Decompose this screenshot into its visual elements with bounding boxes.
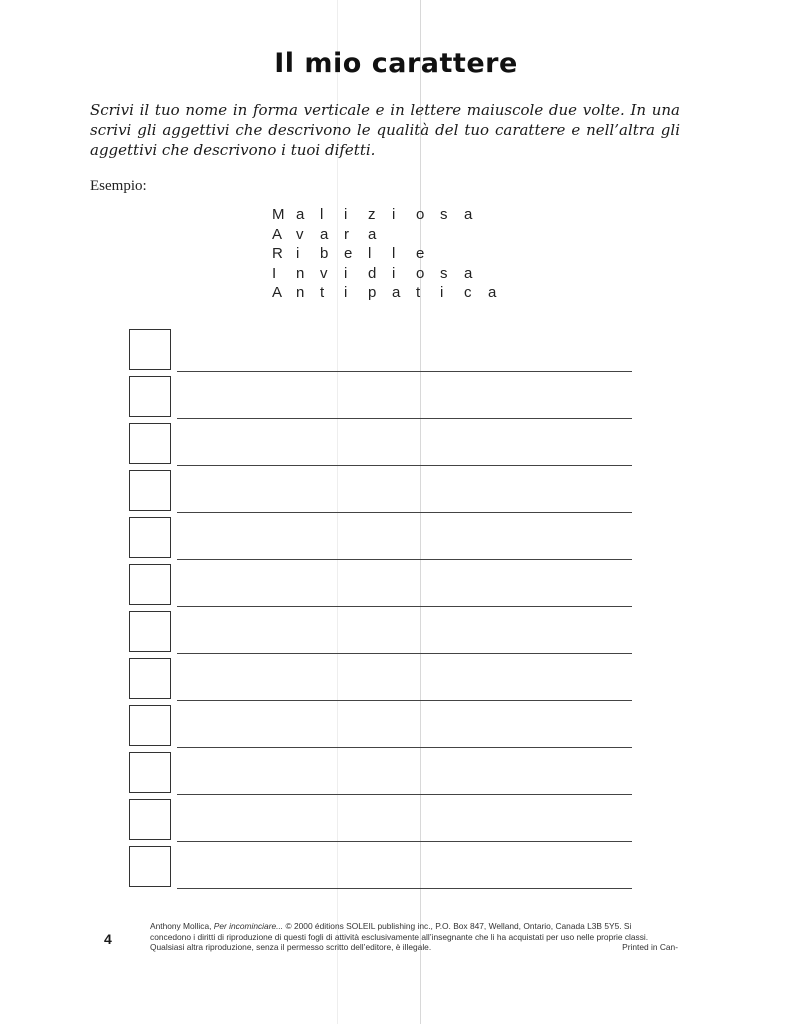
acrostic-letter: a: [296, 206, 305, 223]
acrostic-letter: s: [440, 264, 448, 282]
acrostic-word: [272, 284, 512, 304]
footer-author: Anthony Mollica,: [150, 921, 212, 931]
footer-legal: Qualsiasi altra riproduzione, senza il permesso scritto dell’editore, è illegale.: [150, 942, 432, 952]
writing-line[interactable]: [177, 794, 632, 795]
footer-copyright: © 2000 éditions SOLEIL publishing inc., P.O. Box 847, Welland, Ontario, Canada L3B 5Y5. Si: [285, 921, 632, 931]
footer-book-title: Per incominciare...: [213, 921, 284, 931]
letter-box[interactable]: [129, 658, 171, 699]
entry-row: [129, 470, 634, 517]
entry-row: [129, 846, 634, 893]
acrostic-letter: i: [344, 264, 348, 282]
acrostic-letter: s: [440, 206, 448, 223]
letter-box[interactable]: [129, 611, 171, 652]
acrostic-letter: t: [416, 284, 421, 301]
instructions-text: Scrivi il tuo nome in forma verticale e in lettere maiuscole due volte. In una scrivi gli aggettivi che descrivono le qualità del tuo carattere e nell’altra gli aggettivi che descrivono i tuoi difetti.: [90, 101, 680, 159]
acrostic-letter: o: [416, 206, 425, 223]
letter-box[interactable]: [129, 564, 171, 605]
acrostic-initial-letter: A: [272, 284, 283, 301]
letter-box[interactable]: [129, 799, 171, 840]
entry-row: [129, 376, 634, 423]
acrostic-letter: e: [416, 245, 425, 262]
writing-line[interactable]: [177, 465, 632, 466]
footer-printed: Printed in Can-: [622, 942, 678, 952]
letter-box[interactable]: [129, 376, 171, 417]
entry-row: [129, 799, 634, 846]
acrostic-letter: d: [368, 264, 377, 282]
entry-row: [129, 658, 634, 705]
acrostic-letter: l: [368, 245, 372, 262]
entry-row: [129, 423, 634, 470]
letter-box[interactable]: [129, 423, 171, 464]
acrostic-letter: v: [296, 225, 304, 243]
acrostic-letter: v: [320, 264, 328, 282]
letter-box[interactable]: [129, 752, 171, 793]
acrostic-letter: b: [320, 245, 329, 262]
entry-row: [129, 517, 634, 564]
acrostic-letter: e: [344, 245, 353, 262]
acrostic-letter: p: [368, 284, 377, 301]
footer-line-2: concedono i diritti di riproduzione di questi fogli di attività esclusivamente all’insegnante che li ha acquistati per uso nelle proprie classi.: [150, 931, 649, 942]
entry-row: [129, 329, 634, 376]
writing-line[interactable]: [177, 606, 632, 607]
acrostic-letter: z: [368, 206, 376, 223]
entry-row: [129, 564, 634, 611]
letter-box[interactable]: [129, 705, 171, 746]
entry-row: [129, 705, 634, 752]
writing-line[interactable]: [177, 747, 632, 748]
letter-box[interactable]: [129, 470, 171, 511]
acrostic-initial-letter: R: [272, 245, 283, 262]
footer-line-1: [150, 921, 678, 932]
writing-line[interactable]: [177, 841, 632, 842]
acrostic-letter: o: [416, 264, 425, 282]
acrostic-letter: a: [488, 284, 497, 301]
writing-line[interactable]: [177, 700, 632, 701]
footer-line-3: [150, 942, 678, 953]
acrostic-letter: i: [344, 284, 348, 301]
writing-line[interactable]: [177, 888, 632, 889]
acrostic-letter: n: [296, 284, 305, 301]
acrostic-letter: r: [344, 225, 349, 243]
writing-line[interactable]: [177, 512, 632, 513]
acrostic-word: [272, 206, 512, 226]
writing-line[interactable]: [177, 371, 632, 372]
acrostic-letter: i: [392, 206, 396, 223]
writing-line[interactable]: [177, 418, 632, 419]
acrostic-letter: i: [296, 245, 300, 262]
entry-row: [129, 611, 634, 658]
acrostic-letter: l: [392, 245, 396, 262]
acrostic-letter: c: [464, 284, 472, 301]
acrostic-letter: i: [440, 284, 444, 301]
acrostic-letter: i: [344, 206, 348, 223]
acrostic-word: [272, 265, 512, 285]
copyright-footer: [150, 921, 678, 953]
letter-box[interactable]: [129, 329, 171, 370]
acrostic-example: [272, 206, 512, 304]
entry-rows: [129, 329, 634, 893]
writing-line[interactable]: [177, 559, 632, 560]
example-label: Esempio:: [90, 178, 147, 194]
page-number: 4: [104, 931, 112, 947]
acrostic-initial-letter: I: [272, 264, 277, 282]
acrostic-letter: t: [320, 284, 325, 301]
acrostic-letter: a: [464, 206, 473, 223]
letter-box[interactable]: [129, 846, 171, 887]
acrostic-word: [272, 245, 512, 265]
acrostic-initial-letter: A: [272, 225, 283, 243]
acrostic-letter: a: [392, 284, 401, 301]
acrostic-letter: a: [368, 225, 377, 243]
acrostic-letter: i: [392, 264, 396, 282]
acrostic-letter: l: [320, 206, 324, 223]
letter-box[interactable]: [129, 517, 171, 558]
writing-line[interactable]: [177, 653, 632, 654]
acrostic-letter: n: [296, 264, 305, 282]
acrostic-letter: a: [464, 264, 473, 282]
entry-row: [129, 752, 634, 799]
acrostic-word: [272, 226, 512, 246]
page-title: Il mio carattere: [274, 48, 518, 79]
acrostic-letter: a: [320, 225, 329, 243]
acrostic-initial-letter: M: [272, 206, 285, 223]
